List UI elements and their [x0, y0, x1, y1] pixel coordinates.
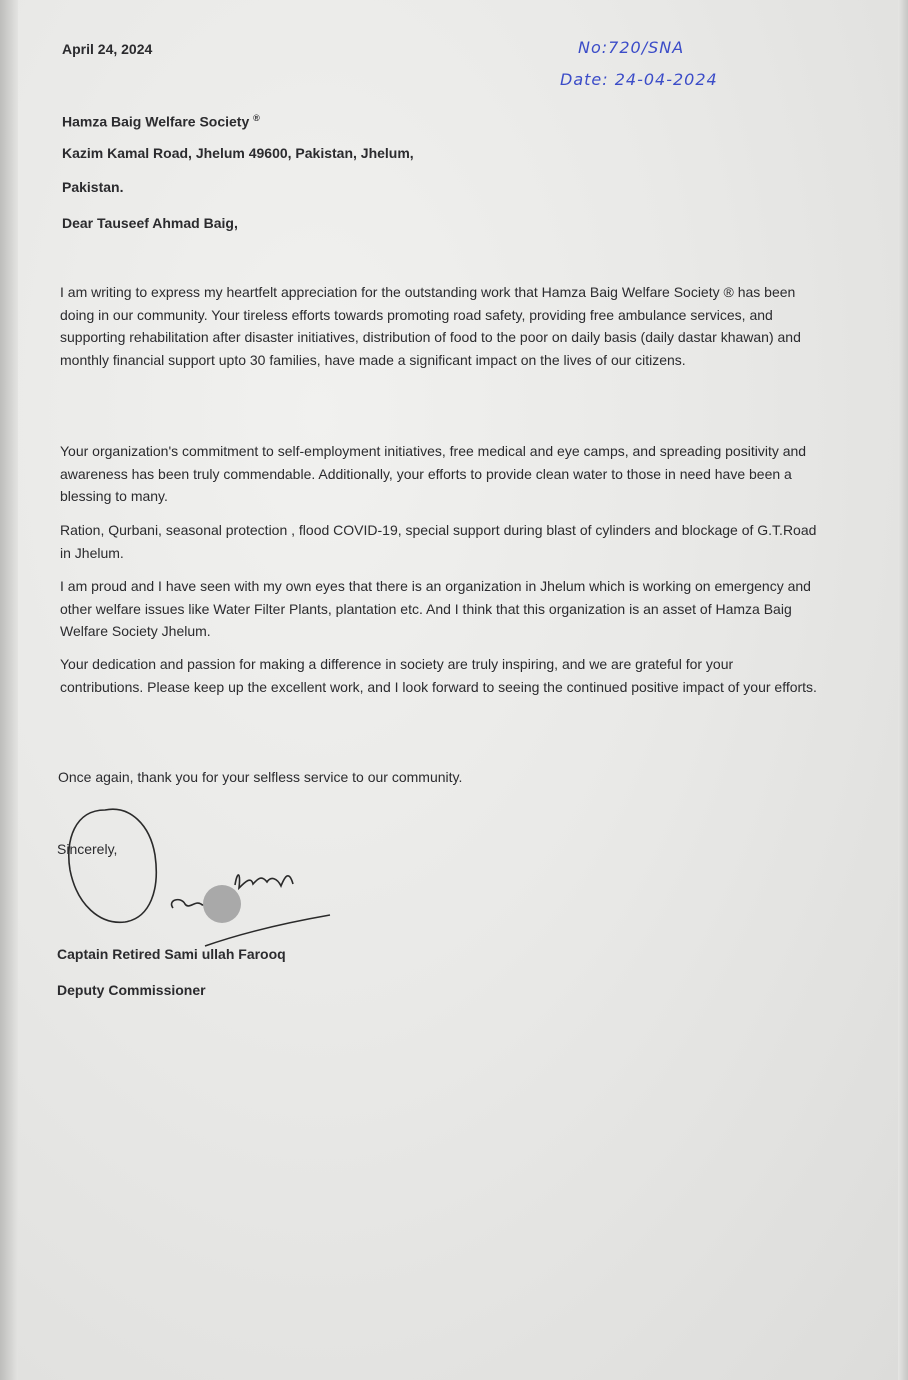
recipient-org: [62, 107, 260, 133]
paragraph-3: Ration, Qurbani, seasonal protection , flood COVID-19, special support during blast of cylinders and blockage of G.T.Road in Jhelum.: [60, 522, 817, 561]
handwritten-date: Date: 24-04-2024: [560, 70, 718, 89]
salutation: Dear Tauseef Ahmad Baig,: [62, 215, 238, 231]
paragraph-6: Once again, thank you for your selfless service to our community.: [58, 769, 463, 785]
handwritten-number: No:720/SNA: [578, 38, 685, 57]
paragraph-5: Your dedication and passion for making a difference in society are truly inspiring, and we are grateful for your contributions. Please keep up the excellent work, and I look forward to seeing the continued positive impact of your efforts.: [60, 656, 817, 695]
signatory-name: Captain Retired Sami ullah Farooq: [57, 946, 286, 962]
paragraph-4: I am proud and I have seen with my own eyes that there is an organization in Jhelum which is working on emergency and other welfare issues like Water Filter Plants, plantation etc. And I think that this organization is an asset of Hamza Baig Welfare Society Jhelum.: [60, 578, 811, 639]
address-line-2: Pakistan.: [62, 179, 124, 195]
signature-image: [55, 800, 345, 950]
signatory-title: Deputy Commissioner: [57, 982, 206, 998]
recipient-org-name: Hamza Baig Welfare Society: [62, 113, 250, 130]
closing: Sincerely,: [57, 841, 118, 857]
paragraph-2: Your organization's commitment to self-employment initiatives, free medical and eye camps, and spreading positivity and awareness has been truly commendable. Additionally, your efforts to provide clean water to those in need have been a blessing to many.: [60, 443, 807, 504]
letter-date: April 24, 2024: [62, 41, 153, 57]
registered-mark: ®: [253, 113, 260, 123]
paragraph-1: I am writing to express my heartfelt appreciation for the outstanding work that Hamza Baig Welfare Society ® has been doing in our community. Your tireless efforts towards promoting road safety, providing free ambulance services, and supporting rehabilitation after disaster initiatives, distribution of food to the poor on daily basis (daily dastar khawan) and monthly financial support upto 30 families, have made a significant impact on the lives of our citizens.: [60, 284, 801, 368]
address-line-1: Kazim Kamal Road, Jhelum 49600, Pakistan, Jhelum,: [62, 145, 414, 161]
